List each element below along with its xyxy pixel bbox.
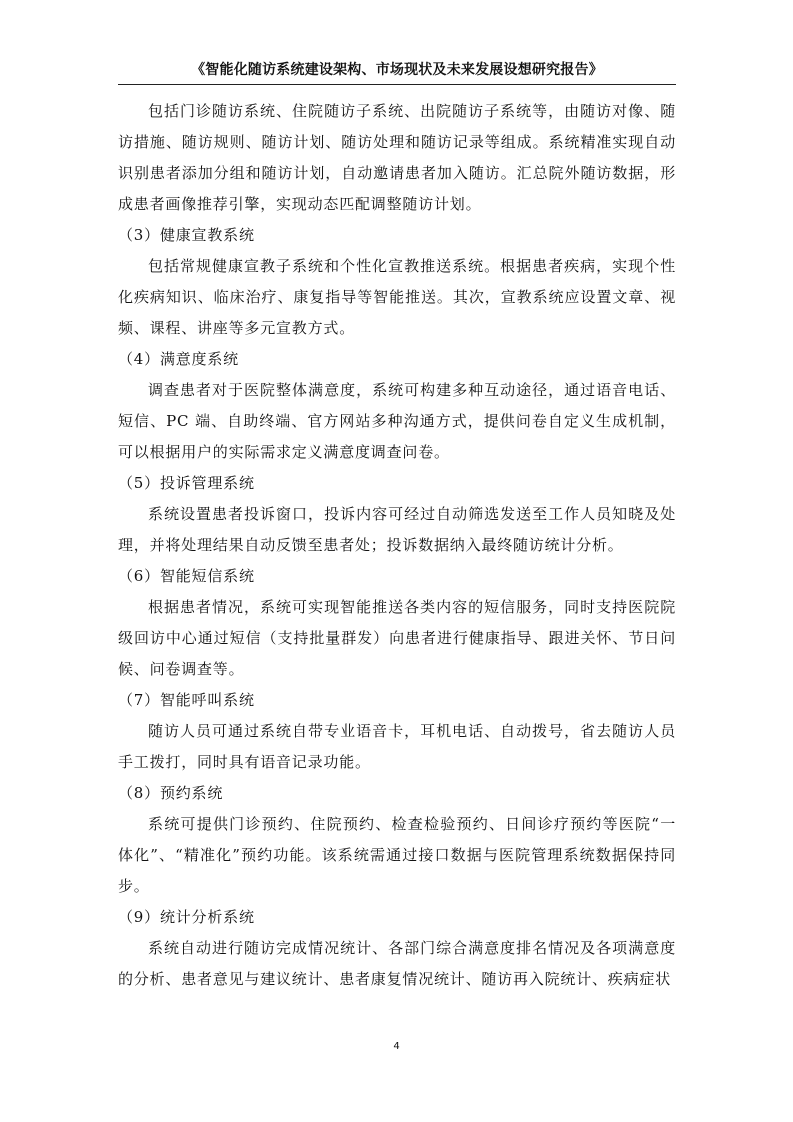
page-header-title: 《智能化随访系统建设架构、市场现状及未来发展设想研究报告》	[191, 62, 603, 78]
section-heading-health-education: （3）健康宣教系统	[118, 226, 255, 244]
body-content	[118, 96, 676, 995]
page-number: 4	[393, 1041, 400, 1052]
section-heading-statistics: （9）统计分析系统	[118, 908, 255, 926]
section-heading-appointment: （8）预约系统	[118, 784, 224, 802]
section-heading-complaint: （5）投诉管理系统	[118, 474, 255, 492]
header-divider	[118, 84, 676, 85]
paragraph-complaint: 系统设置患者投诉窗口，投诉内容可经过自动筛选发送至工作人员知晓及处理，并将处理结果自动反馈至患者处；投诉数据纳入最终随访统计分析。	[118, 505, 676, 554]
section-heading-call: （7）智能呼叫系统	[118, 691, 255, 709]
paragraph-appointment: 系统可提供门诊预约、住院预约、检查检验预约、日间诊疗预约等医院“一体化”、“精准化”预约功能。该系统需通过接口数据与医院管理系统数据保持同步。	[118, 815, 676, 895]
paragraph-satisfaction: 调查患者对于医院整体满意度，系统可构建多种互动途径，通过语音电话、短信、PC 端、自助终端、官方网站多种沟通方式，提供问卷自定义生成机制，可以根据用户的实际需求定义满意度调查问卷。	[118, 381, 676, 461]
paragraph-followup-subsystems: 包括门诊随访系统、住院随访子系统、出院随访子系统等，由随访对像、随访措施、随访规则、随访计划、随访处理和随访记录等组成。系统精准实现自动识别患者添加分组和随访计划，自动邀请患者加入随访。汇总院外随访数据，形成患者画像推荐引擎，实现动态匹配调整随访计划。	[118, 102, 676, 213]
paragraph-call: 随访人员可通过系统自带专业语音卡，耳机电话、自动拨号，省去随访人员手工拨打，同时具有语音记录功能。	[118, 722, 676, 771]
section-heading-sms: （6）智能短信系统	[118, 567, 255, 585]
paragraph-sms: 根据患者情况，系统可实现智能推送各类内容的短信服务，同时支持医院院级回访中心通过短信（支持批量群发）向患者进行健康指导、跟进关怀、节日问候、问卷调查等。	[118, 598, 676, 678]
paragraph-health-education: 包括常规健康宣教子系统和个性化宣教推送系统。根据患者疾病，实现个性化疾病知识、临床治疗、康复指导等智能推送。其次，宣教系统应设置文章、视频、课程、讲座等多元宣教方式。	[118, 257, 676, 337]
section-heading-satisfaction: （4）满意度系统	[118, 350, 239, 368]
paragraph-statistics: 系统自动进行随访完成情况统计、各部门综合满意度排名情况及各项满意度的分析、患者意见与建议统计、患者康复情况统计、随访再入院统计、疾病症状	[118, 939, 676, 988]
